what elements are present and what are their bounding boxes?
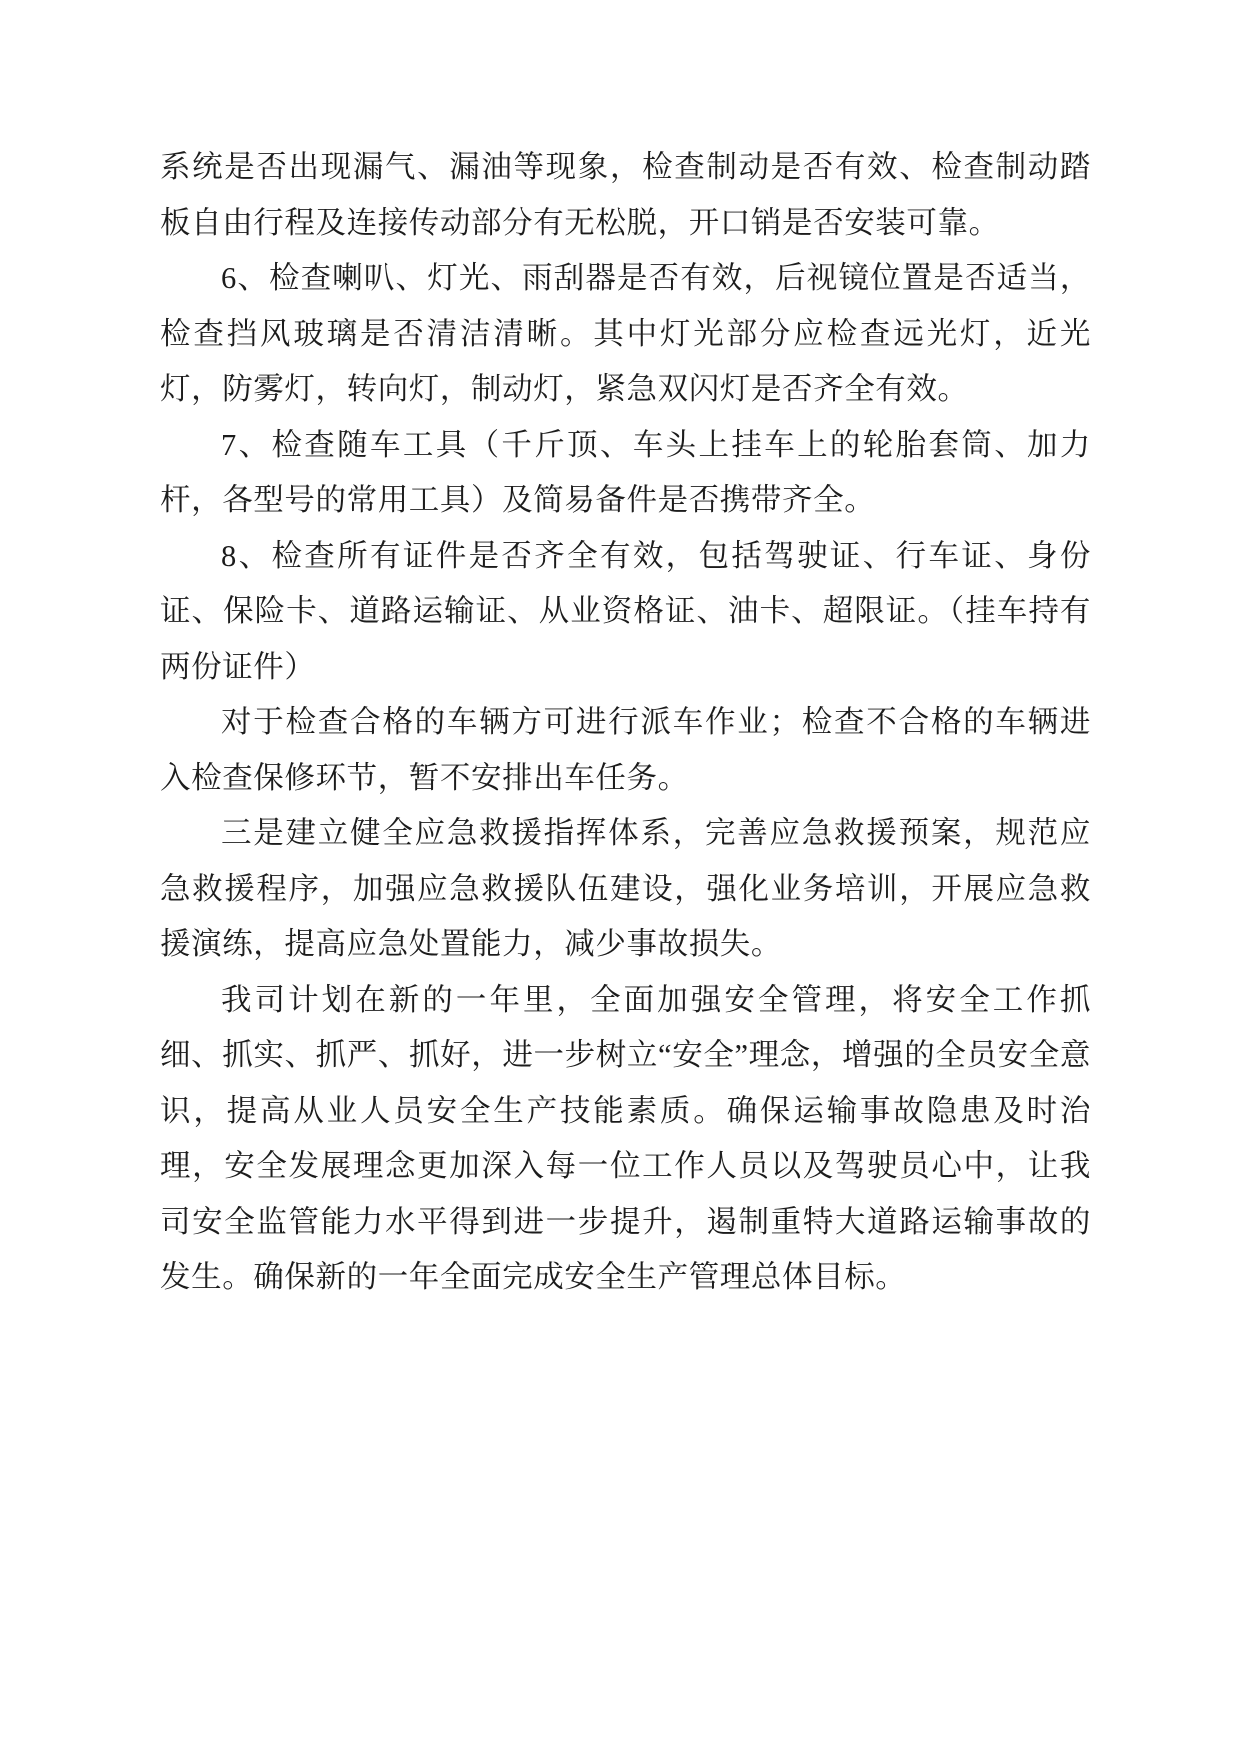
paragraph-item-6: 6、检查喇叭、灯光、雨刮器是否有效，后视镜位置是否适当，检查挡风玻璃是否清洁清晰。其中灯光部分应检查远光灯，近光灯，防雾灯，转向灯，制动灯，紧急双闪灯是否齐全有效。 (160, 261, 1091, 406)
paragraph-item-7: 7、检查随车工具（千斤顶、车头上挂车上的轮胎套筒、加力杆，各型号的常用工具）及简易备件是否携带齐全。 (160, 427, 1091, 517)
paragraph-plan: 我司计划在新的一年里，全面加强安全管理，将安全工作抓细、抓实、抓严、抓好，进一步树立“安全”理念，增强的全员安全意识，提高从业人员安全生产技能素质。确保运输事故隐患及时治理，安全发展理念更加深入每一位工作人员以及驾驶员心中，让我司安全监管能力水平得到进一步提升，遏制重特大道路运输事故的发生。确保新的一年全面完成安全生产管理总体目标。 (160, 982, 1091, 1294)
paragraph-continuation: 系统是否出现漏气、漏油等现象，检查制动是否有效、检查制动踏板自由行程及连接传动部分有无松脱，开口销是否安装可靠。 (160, 150, 1091, 240)
paragraph-emergency-system: 三是建立健全应急救援指挥体系，完善应急救援预案，规范应急救援程序，加强应急救援队伍建设，强化业务培训，开展应急救援演练，提高应急处置能力，减少事故损失。 (160, 816, 1091, 961)
paragraph-item-8: 8、检查所有证件是否齐全有效，包括驾驶证、行车证、身份证、保险卡、道路运输证、从业资格证、油卡、超限证。（挂车持有两份证件） (160, 538, 1091, 684)
document-body (160, 140, 1091, 1306)
paragraph-dispatch: 对于检查合格的车辆方可进行派车作业；检查不合格的车辆进入检查保修环节，暂不安排出车任务。 (160, 705, 1091, 795)
